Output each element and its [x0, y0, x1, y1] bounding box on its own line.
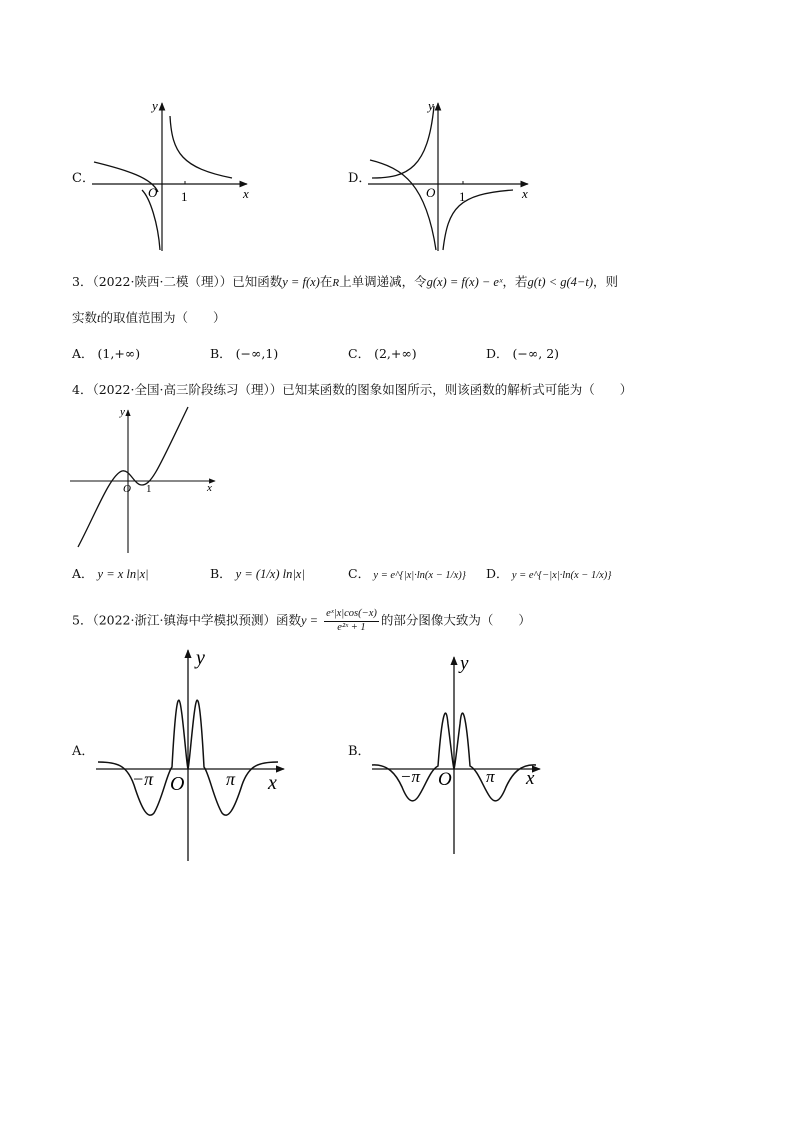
- q3-stem-text: 已知函数: [232, 274, 283, 289]
- q4-number: 4．: [72, 382, 93, 397]
- option-label: D．: [486, 346, 509, 361]
- option-label: C．: [348, 566, 371, 581]
- axis-y-label: y: [460, 653, 469, 674]
- q3-var-t: t: [97, 311, 101, 325]
- axis-x-label: x: [268, 772, 277, 794]
- axis-x-label: x: [243, 186, 249, 201]
- q4-stem: [72, 384, 632, 397]
- q3-number: 3．: [72, 274, 93, 289]
- q5-denominator: e²ˣ + 1: [337, 621, 366, 633]
- neg-pi-label: −π: [400, 767, 420, 786]
- q5-func-y: y =: [300, 613, 319, 628]
- option-value: y = e^{|x|·ln(x − 1/x)}: [373, 570, 466, 581]
- q3-stem-text: ，若: [502, 274, 528, 289]
- q4-stem-text: 已知某函数的图象如图所示，则该函数的解析式可能为（ ）: [282, 382, 633, 397]
- axis-y-label: y: [196, 647, 205, 669]
- option-value: (−∞,1): [235, 346, 279, 361]
- neg-pi-label: −π: [132, 769, 154, 789]
- q3-stem-text: 上单调递减，令: [339, 274, 427, 289]
- q3-expr-f: y = f(x): [282, 275, 320, 289]
- q4-option-b: [210, 568, 305, 581]
- q3-set-r: R: [332, 277, 340, 289]
- q3-stem-text: 在: [319, 274, 333, 289]
- q3-expr-g: g(x) = f(x) − eˣ: [426, 275, 503, 289]
- q3-source: （2022·陕西·二模（理））: [92, 274, 233, 289]
- q4-option-a: [72, 568, 149, 581]
- q4-option-c: [348, 568, 466, 582]
- origin-label: O: [426, 185, 436, 200]
- q4-option-d: [486, 568, 612, 582]
- q5-option-b-graph: [368, 652, 548, 857]
- q5-option-b-label: B．: [348, 744, 371, 759]
- axis-x-label: x: [522, 186, 528, 201]
- pi-label: π: [226, 769, 236, 789]
- q5-source: （2022·浙江·镇海中学模拟预测）: [92, 612, 276, 628]
- q3-stem-text: 的取值范围为（ ）: [100, 310, 226, 325]
- axis-y-label: y: [120, 406, 125, 418]
- option-value: (−∞, 2): [512, 346, 560, 361]
- origin-label: O: [148, 185, 158, 200]
- axis-x-label: x: [207, 482, 212, 494]
- q5-stem-text: 的部分图像大致为（ ）: [380, 612, 531, 628]
- tick-label: 1: [146, 483, 152, 495]
- q3-option-c: [348, 348, 417, 361]
- q3-inequality: g(t) < g(4−t): [527, 275, 593, 289]
- q5-number: 5．: [72, 612, 93, 628]
- q3-line1: [72, 276, 618, 289]
- option-label: B．: [210, 346, 232, 361]
- option-c-label: C．: [72, 171, 95, 186]
- origin-label: O: [438, 769, 452, 790]
- axis-y-label: y: [152, 98, 158, 113]
- option-value: y = e^{−|x|·ln(x − 1/x)}: [511, 570, 612, 581]
- option-label: C．: [348, 346, 371, 361]
- option-value: y = (1/x) ln|x|: [235, 567, 305, 581]
- q5-option-a-label: A．: [72, 744, 95, 759]
- q3-stem-text: 实数: [72, 310, 98, 325]
- q5-numerator: eˣ|x|cos(−x): [324, 609, 379, 622]
- option-d-label: D．: [348, 171, 372, 186]
- option-label: B．: [210, 566, 232, 581]
- option-c-graph: [92, 98, 257, 253]
- q4-source: （2022·全国·高三阶段练习（理））: [92, 382, 283, 397]
- q4-graph: [70, 405, 220, 555]
- q5-option-a-graph: [92, 645, 292, 865]
- option-label: D．: [486, 566, 509, 581]
- option-value: y = x ln|x|: [97, 567, 149, 581]
- option-value: (2,+∞): [374, 346, 417, 361]
- q5-stem-text: 函数: [275, 612, 301, 628]
- option-label: A．: [72, 566, 94, 581]
- option-label: A．: [72, 346, 94, 361]
- q3-option-a: [72, 348, 140, 361]
- q5-stem: [72, 609, 531, 633]
- axis-y-label: y: [428, 98, 434, 113]
- q5-fraction: [324, 609, 379, 633]
- q3-option-d: [486, 348, 559, 361]
- pi-label: π: [486, 767, 495, 786]
- q3-stem-text: ，则: [593, 274, 619, 289]
- option-d-graph: [368, 98, 538, 253]
- axis-x-label: x: [526, 768, 535, 789]
- origin-label: O: [123, 483, 131, 495]
- q3-line2: [72, 312, 226, 325]
- q3-option-b: [210, 348, 278, 361]
- option-value: (1,+∞): [97, 346, 141, 361]
- tick-label: 1: [181, 189, 188, 204]
- tick-label: 1: [459, 189, 466, 204]
- origin-label: O: [170, 773, 185, 795]
